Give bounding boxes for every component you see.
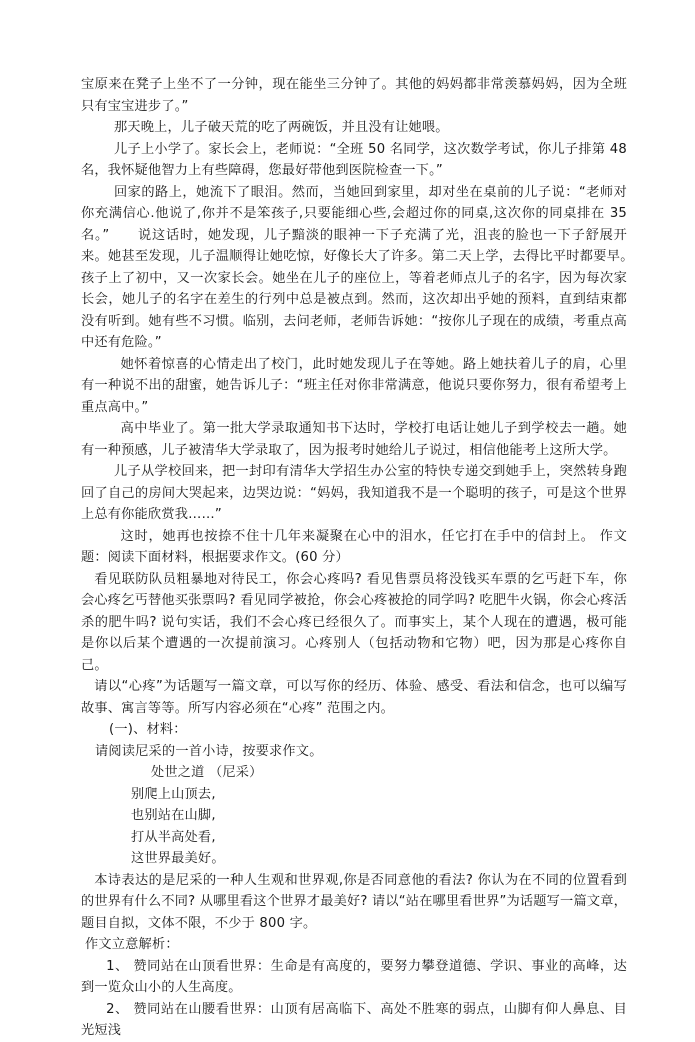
paragraph-7: 儿子从学校回来，把一封印有清华大学招生办公室的特快专递交到她手上，突然转身跑回了自己的房间大哭起来，边哭边说：“妈妈，我知道我不是一个聪明的孩子，可是这个世界上总有你能欣赏我……” — [81, 464, 627, 522]
paragraph-3: 儿子上小学了。家长会上，老师说：“全班 50 名同学，这次数学考试，你儿子排第 48 名，我怀疑他智力上有些障碍，您最好带他到医院检查一下。” — [81, 141, 627, 178]
paragraph-8: 这时，她再也按捺不住十几年来凝聚在心中的泪水，任它打在手中的信封上。 作文题：阅读下面材料，根据要求作文。(60 分） — [81, 528, 627, 565]
document-body — [81, 74, 654, 1042]
analysis-heading: 作文立意解析： — [85, 937, 179, 952]
poem-line: 这世界最美好。 — [131, 851, 225, 866]
paragraph-4: 回家的路上，她流下了眼泪。然而，当她回到家里，却对坐在桌前的儿子说：“老师对你充满信心.他说了,你并不是笨孩子,只要能细心些,会超过你的同桌,这次你的同桌排在 35 名。” 说这话时，她发现，儿子黯淡的眼神一下子充满了光，沮丧的脸也一下子舒展开来。她甚至发现，儿子温顺得让她吃惊，好像长大了许多。第二天上学，去得比平时都要早。 孩子上了初中，又一次家长会。她坐在儿子的座位上，等着老师点儿子的名字，因为每次家长会，她儿子的名字在差生的行列中总是被点到。然而，这次却出乎她的预料，直到结束都没有听到。她有些不习惯。临别，去问老师，老师告诉她：“按你儿子现在的成绩，考重点高中还有危险。” — [81, 184, 654, 350]
paragraph-5: 她怀着惊喜的心情走出了校门，此时她发现儿子在等她。路上她扶着儿子的肩，心里有一种说不出的甜蜜，她告诉儿子：“班主任对你非常满意，他说只要你努力，很有希望考上重点高中。” — [81, 356, 627, 415]
poem-line: 别爬上山顶去, — [131, 786, 216, 802]
poem-title: 处世之道 （尼采） — [151, 765, 263, 780]
paragraph-6: 高中毕业了。第一批大学录取通知书下达时，学校打电话让她儿子到学校去一趟。她有一种预感，儿子被清华大学录取了，因为报考时她给儿子说过，相信他能考上这所大学。 — [81, 421, 627, 458]
paragraph-2: 那天晚上，儿子破天荒的吃了两碗饭，并且没有让她喂。 — [114, 120, 449, 135]
prompt-paragraph: 本诗表达的是尼采的一种人生观和世界观,你是否同意他的看法? 你认为在不同的位置看到的世界有什么不同? 从哪里看这个世界才最美好? 请以“站在哪里看世界”为话题写一篇文章，题目自拟，文体不限，不少于 800 字。 — [81, 872, 627, 931]
analysis-item-2: 2、 赞同站在山腰看世界：山顶有居高临下、高处不胜寒的弱点，山脚有仰人鼻息、目光短浅 — [81, 1001, 627, 1038]
poem-line: 也别站在山脚, — [131, 808, 216, 823]
material-heading: (一)、材料： — [109, 722, 187, 737]
essay-topic-paragraph: 请以“心疼”为话题写一篇文章，可以写你的经历、体验、感受、看法和信念，也可以编写故事、寓言等等。所写内容必须在“心疼” 范围之内。 — [81, 679, 627, 716]
request-line: 请阅读尼采的一首小诗，按要求作文。 — [95, 743, 323, 759]
paragraph-1: 宝原来在凳子上坐不了一分钟，现在能坐三分钟了。其他的妈妈都非常羡慕妈妈，因为全班只有宝宝进步了。” — [81, 77, 627, 114]
essay-material-paragraph: 看见联防队员粗暴地对待民工，你会心疼吗? 看见售票员将没钱买车票的乞丐赶下车，你会心疼乞丐替他买张票吗? 看见同学被抢，你会心疼被抢的同学吗? 吃肥牛火锅，你会心疼活杀的肥牛吗? 说句实话，我们不会心疼已经很久了。而事实上，某个人现在的遭遇，极可能是你以后某个遭遇的一次提前演习。心疼别人（包括动物和它物）吧，因为那是心疼你自己。 — [81, 571, 627, 673]
poem-line: 打从半高处看, — [131, 829, 216, 845]
analysis-item-1: 1、 赞同站在山顶看世界：生命是有高度的，要努力攀登道德、学识、事业的高峰，达到一览众山小的人生高度。 — [81, 958, 627, 995]
